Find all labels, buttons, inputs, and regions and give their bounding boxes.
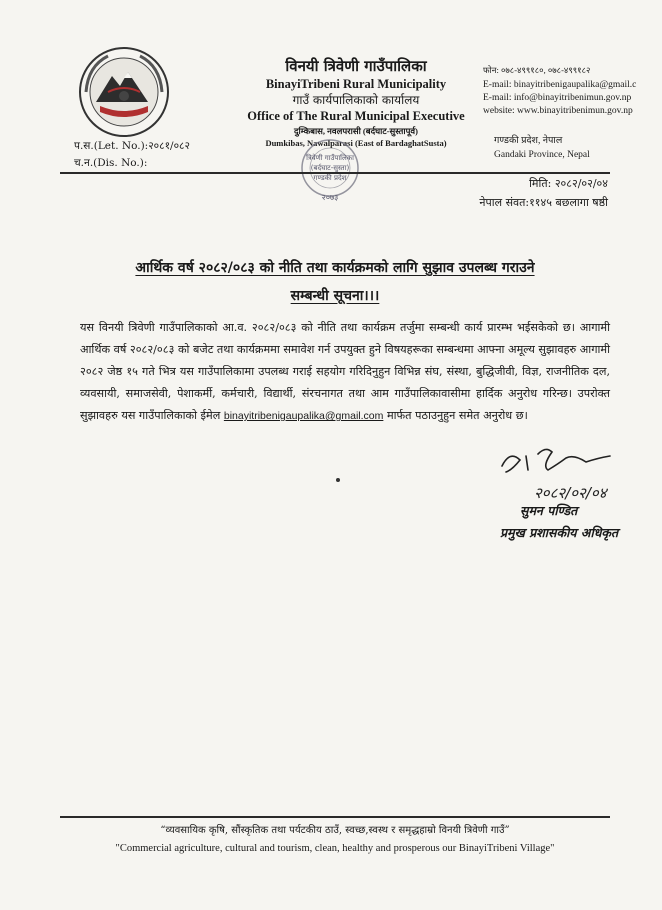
ink-dot: [336, 478, 340, 482]
footer-slogan-en: "Commercial agriculture, cultural and tourism, clean, healthy and prosperous our BinayiTribeni Village": [115, 843, 555, 854]
stamp-year: २०७३: [321, 193, 339, 202]
office-name-np: विनयी त्रिवेणी गाउँपालिका: [285, 57, 427, 75]
date-block: [479, 174, 608, 212]
email-secondary: E-mail: info@binayitribenimun.gov.np: [483, 93, 632, 103]
signatory-title: प्रमुख प्रशासकीय अधिकृत: [500, 525, 619, 540]
province-block: [494, 134, 590, 162]
office-address-en: Dumkibas, Nawalparasi (East of BardaghatSusta): [265, 138, 447, 148]
office-name-en: BinayiTribeni Rural Municipality: [265, 77, 447, 91]
subject: [60, 254, 610, 310]
executive-name-en: Office of The Rural Municipal Executive: [247, 109, 465, 123]
phone-numbers: फोन: ०७८-४९९१८०, ०७८-४९९१८२: [483, 65, 591, 75]
stamp-line-1: त्रिवेणी गाउँपालिका: [306, 154, 354, 162]
subject-line-2: सम्बन्धी सूचना।।।: [290, 288, 380, 304]
footer-slogan-np: “व्यवसायिक कृषि, सौंस्कृतिक तथा पर्यटकीय ठाउँ, स्वच्छ,स्वस्थ र समृद्धहाम्रो विनयी त्रिवेणी गाउँ”: [160, 825, 510, 836]
province-np: गण्डकी प्रदेश, नेपाल: [494, 136, 563, 146]
executive-name-np: गाउँ कार्यपालिकाको कार्यालय: [292, 93, 420, 107]
footer-divider: [60, 816, 610, 818]
signature-date: २०८२/०२/०४: [534, 484, 607, 502]
handwritten-signature-icon: [482, 436, 632, 506]
signatory-name: सुमन पण्डित: [520, 503, 578, 518]
date-nepal-sambat: नेपाल संवत:११४५ बछलागा षष्ठी: [479, 196, 608, 209]
website: website: www.binayitribenimun.gov.np: [483, 106, 633, 116]
letter-number: प.स.(Let. No.):२०८१/०८२: [74, 140, 190, 152]
reference-numbers: [74, 138, 190, 172]
letterhead: [226, 56, 486, 149]
office-address-np: दुम्किबास, नवलपरासी (बर्दघाट-सुस्तापूर्व): [294, 126, 418, 136]
government-emblem-icon: [78, 46, 170, 138]
dispatch-number: च.न.(Dis. No.):: [74, 157, 148, 169]
notice-body: [80, 317, 610, 427]
email-primary: E-mail: binayitribenigaupalika@gmail.c: [483, 80, 637, 90]
body-email-link[interactable]: binayitribenigaupalika@gmail.com: [223, 410, 384, 422]
stamp-line-3: गण्डकी प्रदेश: [313, 174, 347, 182]
contact-block: [483, 64, 661, 118]
body-tail: मार्फत पठाउनुहुन समेत अनुरोध छ।: [386, 409, 528, 422]
province-en: Gandaki Province, Nepal: [494, 150, 590, 160]
date-miti: मिति: २०८२/०२/०४: [529, 177, 608, 190]
stamp-line-2: (बर्दघाट-सुस्ता): [310, 164, 350, 172]
subject-line-1: आर्थिक वर्ष २०८२/०८३ को नीति तथा कार्यक्रमको लागि सुझाव उपलब्ध गराउने: [135, 260, 535, 276]
body-text: यस विनयी त्रिवेणी गाउँपालिकाको आ.व. २०८२/०८३ को नीति तथा कार्यक्रम तर्जुमा सम्बन्धी कार्य प्रारम्भ भईसकेको छ। आगामी आर्थिक वर्ष २०८२/०८३ को बजेट तथा कार्यक्रममा समावेश गर्न उपयुक्त हुने विषयहरूका सम्बन्धमा आफ्ना अमूल्य सुझावहरु आगामी २०८२ जेष्ठ १५ गते भित्र यस गाउँपालिकामा उपलब्ध गराई सहयोग गरिदिनुहुन विभिन्न संघ, संस्था, बुद्धिजीवी, विज्ञ, राजनीतिक दल, व्यवसायी, समाजसेवी, पेशाकर्मी, कर्मचारी, विद्यार्थी, संरचनागत तथा आम गाउँपालिकावासीमा हार्दिक अनुरोध गरिन्छ। उपरोक्त सुझावहरु यस गाउँपालिकाको ईमेल: [80, 321, 610, 422]
